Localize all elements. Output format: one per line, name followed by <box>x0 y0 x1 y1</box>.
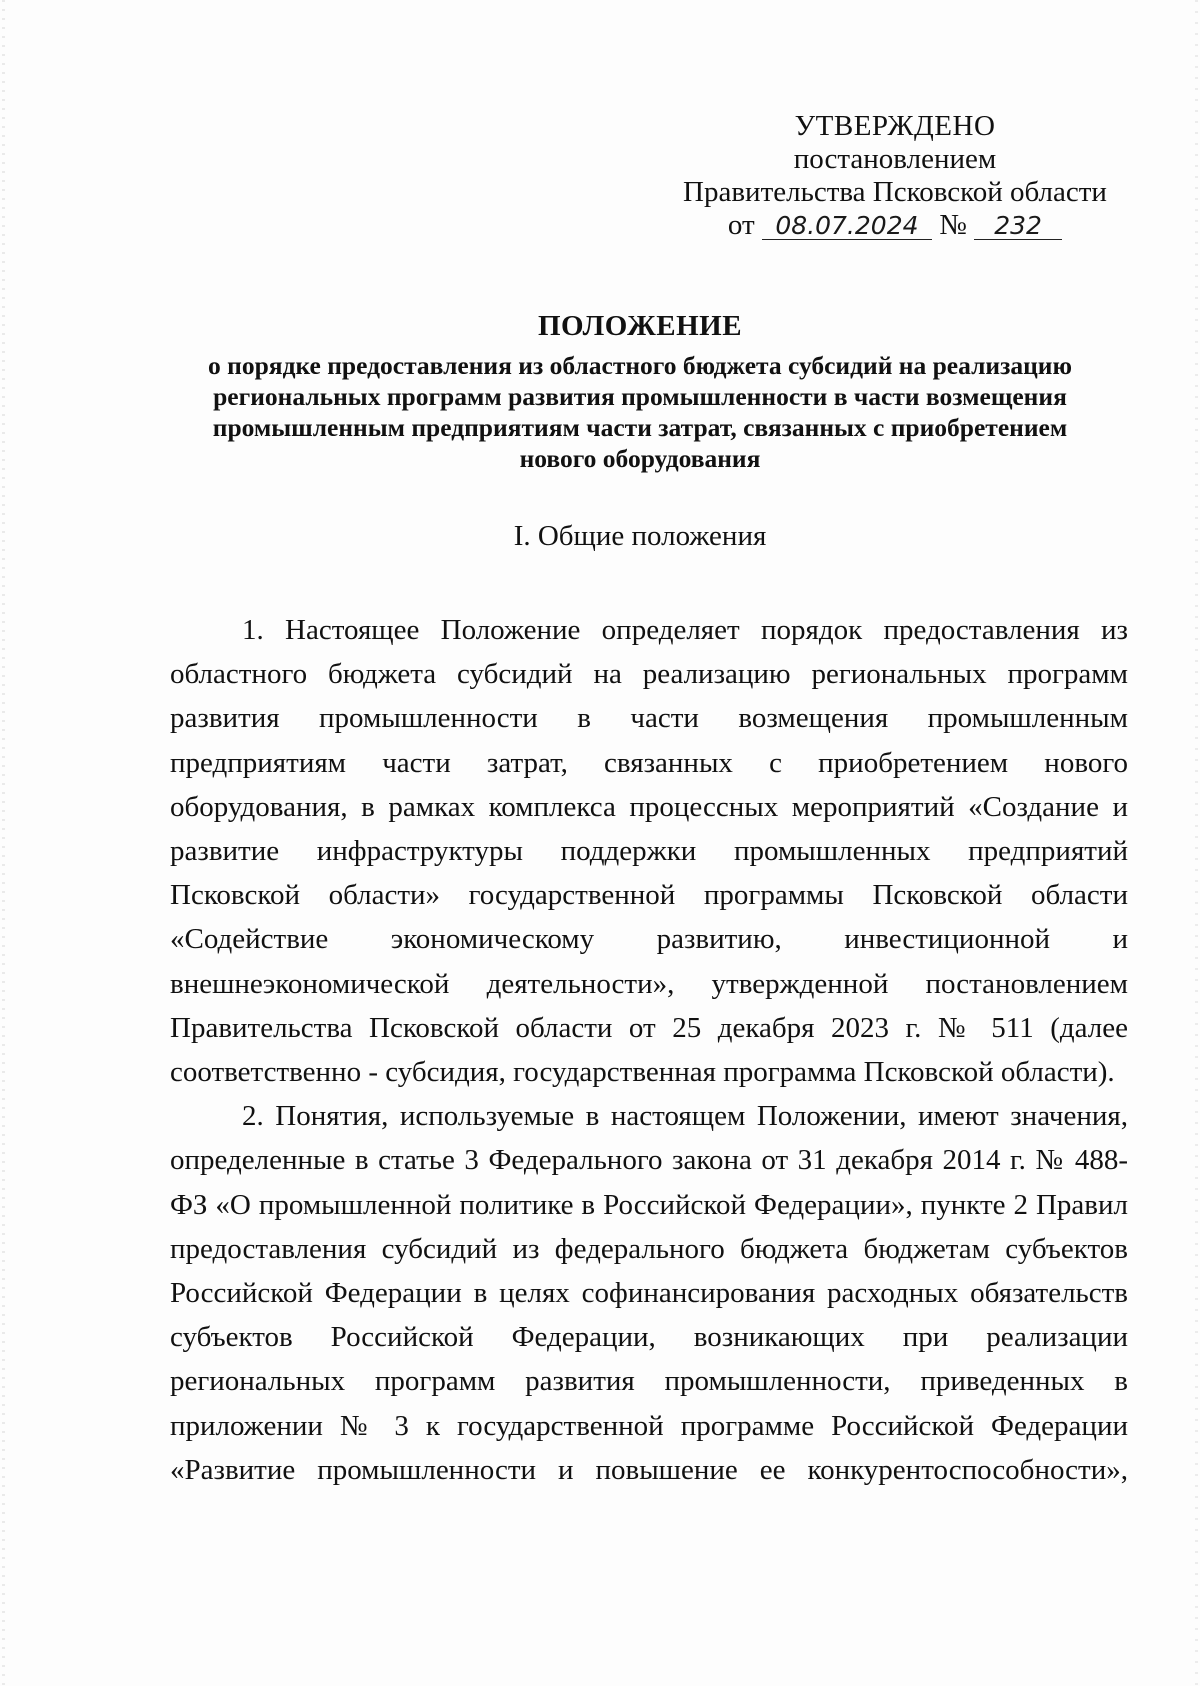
paragraph-1: 1. Настоящее Положение определяет порядок предоставления из областного бюджета субсидий на реализацию региональных программ развития промышленности в части возмещения промышленным предприятиям части затрат, связанных с приобретением нового оборудования, в рамках комплекса процессных мероприятий «Создание и развитие инфраструктуры поддержки промышленных предприятий Псковской области» государственной программы Псковской области «Содействие экономическому развитию, инвестиционной и внешнеэкономической деятельности», утвержденной постановлением Правительства Псковской области от 25 декабря 2023 г. № 511 (далее соответственно - субсидия, государственная программа Псковской области). <box>170 614 1128 1089</box>
approval-line-resolution: постановлением <box>793 143 997 175</box>
document-body <box>170 608 1128 1492</box>
scan-edge-left <box>2 0 5 1686</box>
approval-title: УТВЕРЖДЕНО <box>794 110 996 142</box>
approval-date-line <box>640 209 1150 242</box>
approval-number-sign: № <box>939 209 967 241</box>
document-subtitle <box>140 350 1140 474</box>
subtitle-line: региональных программ развития промышленности в части возмещения <box>213 382 1067 411</box>
document-title: ПОЛОЖЕНИЕ <box>537 310 743 342</box>
approval-block <box>640 110 1150 242</box>
subtitle-line: о порядке предоставления из областного бюджета субсидий на реализацию <box>208 351 1072 380</box>
approval-line-government: Правительства Псковской области <box>683 176 1107 208</box>
approval-number-handwritten: 232 <box>974 212 1062 240</box>
paragraph-2: 2. Понятия, используемые в настоящем Положении, имеют значения, определенные в статье 3 Федерального закона от 31 декабря 2014 г. № 488-ФЗ «О промышленной политике в Российской Федерации», пункте 2 Правил предоставления субсидий из федерального бюджета бюджетам субъектов Российской Федерации в целях софинансирования расходных обязательств субъектов Российской Федерации, возникающих при реализации региональных программ развития промышленности, приведенных в приложении № 3 к государственной программе Российской Федерации «Развитие промышленности и повышение ее конкурентоспособности», <box>170 1100 1128 1486</box>
section-heading: I. Общие положения <box>513 520 767 552</box>
approval-date-prefix: от <box>727 209 755 241</box>
subtitle-line: нового оборудования <box>519 444 761 473</box>
scan-edge-right <box>1195 0 1198 1686</box>
subtitle-line: промышленным предприятиям части затрат, связанных с приобретением <box>212 413 1068 442</box>
approval-date-handwritten: 08.07.2024 <box>762 212 932 240</box>
